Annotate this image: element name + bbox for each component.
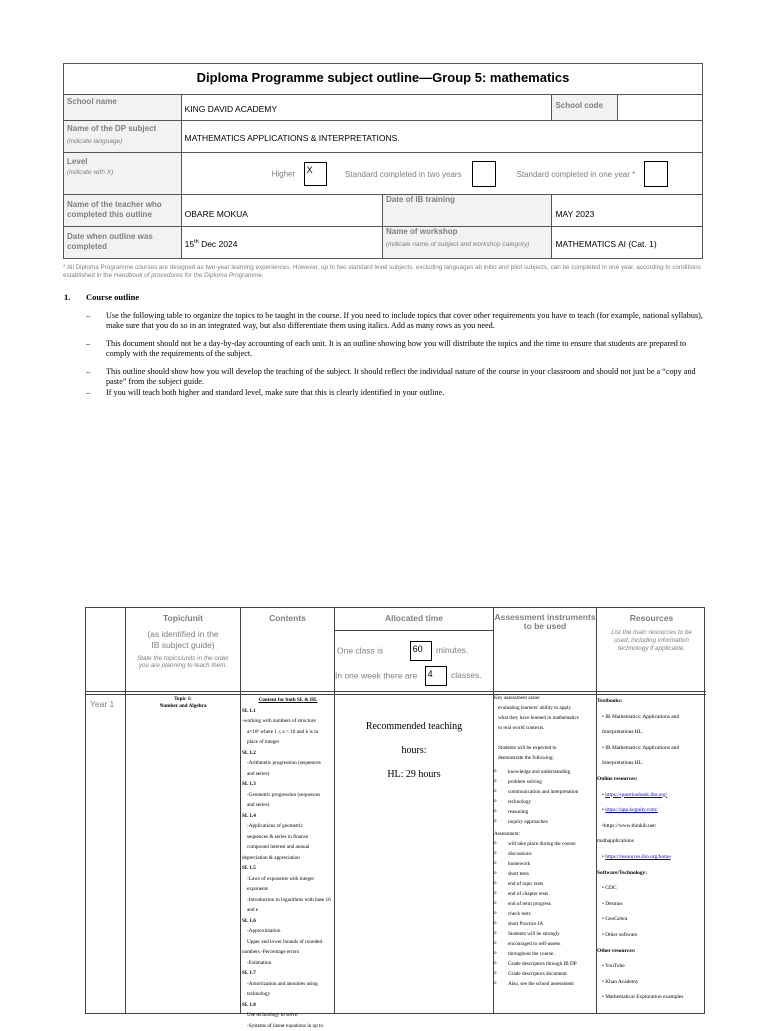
header-assessment (494, 613, 596, 631)
workshop-label-text: Name of workshop (386, 227, 458, 236)
resource-link-row: • https://app.kognity.com/ (597, 803, 706, 819)
table-divider (86, 691, 706, 692)
assessment-text (494, 733, 596, 743)
assessment-item: o encouraged to self-assess (494, 939, 596, 949)
assessment-skill-item: o inquiry approaches (494, 817, 596, 827)
date-rest: Dec 2024 (199, 239, 238, 249)
date-label: Date when outline was completed (64, 227, 181, 258)
assessment-skill-item: o knowledge and understanding (494, 767, 596, 777)
content-line: depreciation & appreciation (242, 853, 334, 864)
subject-label-text: Name of the DP subject (67, 124, 156, 133)
workshop-label-hint: (indicate name of subject and workshop category) (386, 240, 548, 250)
content-line: -Applications of geometric (242, 821, 334, 832)
footnote-end: . (262, 272, 264, 279)
classes-per-week-label: In one week there are (335, 670, 417, 680)
topic-number: Topic 1: (126, 696, 240, 703)
resource-software: • GDC (597, 881, 706, 897)
workshop-label (382, 227, 551, 258)
resource-other: • Mathematical Exploration examples (597, 990, 706, 1006)
content-line: -Geometric progression (sequences (242, 790, 334, 801)
level-label (64, 153, 181, 194)
header-assessment-title: Assessment instruments to be used (494, 612, 595, 631)
class-minutes-field[interactable]: 60 (410, 641, 432, 661)
classes-per-week-row (335, 666, 493, 686)
teacher-field[interactable]: OBARE MOKUA (181, 195, 382, 226)
instruction-text: If you will teach both higher and standard level, make sure that this is clearly identified in your outline. (106, 388, 444, 398)
header-time (335, 613, 493, 623)
assessment-item: o Grade descriptors document. (494, 969, 596, 979)
content-line: Upper and lower bounds of rounded (242, 937, 334, 948)
time-recommended: Recommended teaching (335, 715, 493, 739)
content-line: numbers -Percentage errors (242, 947, 334, 958)
school-name-label: School name (64, 95, 181, 120)
content-line: and series) (242, 800, 334, 811)
instruction-text: This outline should show how you will develop the teaching of the subject. It should reflect the individual nature of the course in your classroom and should not just be a “copy and paste” from the subject guide. (106, 367, 706, 387)
assessment-skill-item: o communication and interpretation (494, 787, 596, 797)
header-contents-title: Contents (269, 613, 306, 623)
document-title: Diploma Programme subject outline—Group 5: mathematics (64, 64, 702, 94)
subject-label-hint: (indicate language) (67, 137, 178, 147)
assessment-item: o end of topic tests (494, 879, 596, 889)
header-time-title: Allocated time (385, 613, 443, 623)
content-section-label: SL 1.2 (242, 748, 334, 759)
resource-textbook: Interpretations HL. (597, 725, 706, 741)
resource-other: • YouTube (597, 959, 706, 975)
content-section-label: SL 1.8 (242, 1000, 334, 1011)
level-sl-one-year-checkbox[interactable] (644, 161, 668, 187)
time-cell (335, 715, 493, 787)
resource-link-row: • https://resources.ibo.org/home (597, 850, 706, 866)
content-line: -Estimation (242, 958, 334, 969)
content-line: a×10ᵏ where 1 ≤ a < 10 and k is in (242, 727, 334, 738)
date-field[interactable] (181, 227, 382, 258)
header-topic-title: Topic/unit (163, 613, 203, 623)
resource-heading: Software/Technology: (597, 866, 706, 882)
resource-software: • Other software (597, 928, 706, 944)
assessment-item: o short Practice IA (494, 919, 596, 929)
resource-software: • Desmos (597, 897, 706, 913)
content-line: Use technology to solve: (242, 1010, 334, 1021)
content-section-label: SL 1.3 (242, 779, 334, 790)
content-line: -working with numbers of structure (242, 716, 334, 727)
content-line: place of integer (242, 737, 334, 748)
resources-cell (597, 694, 706, 1014)
resource-other: • Khan Academy (597, 975, 706, 991)
level-sl-two-years-checkbox[interactable] (472, 161, 496, 187)
teacher-label: Name of the teacher who completed this outline (64, 195, 181, 226)
resource-link-row: • https://questionbank.ibo.org/ (597, 788, 706, 804)
assessment-item: o discussions (494, 849, 596, 859)
resource-link[interactable]: https://questionbank.ibo.org/ (605, 792, 667, 798)
content-section-label: SL 1.6 (242, 916, 334, 927)
subject-field[interactable]: MATHEMATICS APPLICATIONS & INTERPRETATIONS. (181, 121, 702, 152)
content-line: -Systems of linear equations in up to (242, 1021, 334, 1031)
resource-link[interactable]: https://app.kognity.com/ (605, 807, 657, 813)
assessment-skill-item: o technology (494, 797, 596, 807)
resource-heading: Online resources: (597, 772, 706, 788)
date-day: 15 (185, 239, 194, 249)
content-line: and series) (242, 769, 334, 780)
level-label-hint: (indicate with X) (67, 168, 178, 178)
level-label-text: Level (67, 157, 87, 166)
date-suffix: th (194, 239, 199, 245)
instruction-text: This document should not be a day-by-day accounting of each unit. It is an outline showing how you will distribute the topics and the time to ensure that students are prepared to comply with the requirements of the subject. (106, 339, 706, 359)
level-sl-one-year-label: Standard completed in one year * (517, 170, 636, 179)
header-topic-sub: (as identified in the IB subject guide) (146, 629, 220, 651)
section-number: 1. (64, 292, 86, 302)
table-divider (334, 630, 493, 631)
time-hl: HL: 29 hours (335, 763, 493, 787)
content-line: sequences & series in finance (242, 832, 334, 843)
content-section-label: SL 1.7 (242, 968, 334, 979)
instruction-item: – This outline should show how you will develop the teaching of the subject. It should reflect the individual nature of the course in your classroom and should not just be a “copy and paste” from the subject guide. (86, 367, 706, 387)
level-options (181, 153, 702, 194)
school-code-field[interactable] (617, 95, 702, 120)
resource-textbook: • IB Mathematics: Applications and (597, 710, 706, 726)
assessment-text: demonstrate the following: (494, 753, 596, 763)
assessment-text: Students will be expected to (494, 743, 596, 753)
assessment-text: what they have learned in mathematics (494, 713, 596, 723)
content-line: technology (242, 989, 334, 1000)
assessment-cell (494, 693, 596, 1013)
content-line: -Arithmetic progression (sequences (242, 758, 334, 769)
assessment-label: Assessment: (494, 829, 596, 839)
assessment-text: evaluating learners' ability to apply (494, 703, 596, 713)
school-name-field[interactable]: KING DAVID ACADEMY (181, 95, 552, 120)
level-higher-label: Higher (272, 170, 296, 179)
topic-cell (126, 696, 240, 710)
content-line: -Approximation (242, 926, 334, 937)
training-label: Date of IB training (382, 195, 551, 226)
class-length-label: One class is (337, 645, 383, 655)
subject-outline-header-table (63, 63, 703, 259)
content-line: -Laws of exponents with integer exponents (242, 874, 334, 895)
topic-name: Number and Algebra (160, 703, 207, 709)
workshop-field[interactable]: MATHEMATICS AI (Cat. 1) (551, 227, 702, 258)
assessment-text: Key assessment areas: (494, 693, 596, 703)
assessment-item: o Also, see the school assessment (494, 979, 596, 989)
resource-textbook: Interpretations HL. (597, 756, 706, 772)
content-line: -Amortization and annuities using (242, 979, 334, 990)
resource-heading: Textbooks: (597, 694, 706, 710)
header-contents (241, 613, 334, 623)
resource-textbook: • IB Mathematics: Applications and (597, 741, 706, 757)
classes-label: classes. (451, 670, 482, 680)
instruction-item: – Use the following table to organize the topics to be taught in the course. If you need to include topics that cover other requirements you have to teach (for example, national syllabus), make sure that you do so in an integrated way, but also differentiate them using italics. Add as many rows as you need. (86, 311, 706, 331)
section-heading (64, 292, 139, 302)
minutes-label: minutes. (436, 645, 468, 655)
resource-link-tail: mathapplications (597, 834, 706, 850)
assessment-item: o end of chapter tests (494, 889, 596, 899)
header-resources (597, 613, 706, 653)
level-higher-checkbox[interactable]: X (304, 162, 327, 186)
resource-heading: Other resources: (597, 944, 706, 960)
header-resources-hint: List the main resources to be used, including information technology if applicable. (603, 629, 700, 653)
assessment-item: o short tests (494, 869, 596, 879)
assessment-item: o will take place during the course (494, 839, 596, 849)
assessment-text: to real world contexts. (494, 723, 596, 733)
assessment-item: o Students will be strongly (494, 929, 596, 939)
header-topic-hint: State the topics/units in the order you are planning to teach them. (132, 655, 234, 669)
level-sl-two-years-label: Standard completed in two years (345, 170, 462, 179)
content-line: compound interest and annual (242, 842, 334, 853)
section-title: Course outline (86, 292, 139, 302)
header-resources-title: Resources (630, 613, 673, 623)
contents-cell (241, 695, 334, 1013)
assessment-item: o Grade descriptors through IB DP (494, 959, 596, 969)
assessment-item: o check tests (494, 909, 596, 919)
training-field[interactable]: MAY 2023 (551, 195, 702, 226)
programme-footnote (63, 264, 703, 280)
subject-label (64, 121, 181, 152)
instruction-item: – If you will teach both higher and standard level, make sure that this is clearly identified in your outline. (86, 388, 706, 398)
assessment-item: o homework (494, 859, 596, 869)
assessment-skills-list (494, 767, 596, 827)
assessment-item: o throughout the course. (494, 949, 596, 959)
content-line: and e (242, 905, 334, 916)
header-topic (126, 613, 240, 669)
resource-software: • GeoGebra (597, 912, 706, 928)
course-outline-table (85, 607, 705, 1014)
resource-link[interactable]: https://www.thinkib.net/ (604, 823, 656, 829)
class-length-row (337, 641, 492, 661)
assessment-item: o end of term progress (494, 899, 596, 909)
time-hours-label: hours: (335, 739, 493, 763)
assessment-skill-item: o problem solving (494, 777, 596, 787)
resource-link-row: •https://www.thinkib.net/ (597, 819, 706, 835)
contents-heading: Content for both SL & HL (242, 695, 334, 706)
footnote-text: * All Diploma Programme courses are designed as two-year learning experiences. However, up to two standard level subjects, excluding languages ab initio and pilot subjects, can be completed in one year, according to conditions established in the (63, 264, 701, 279)
assessment-skill-item: o reasoning (494, 807, 596, 817)
classes-per-week-field[interactable]: 4 (425, 666, 447, 686)
instruction-item: – This document should not be a day-by-day accounting of each unit. It is an outline showing how you will distribute the topics and the time to ensure that students are prepared to comply with the requirements of the subject. (86, 339, 706, 359)
content-section-label: SL 1.4 (242, 811, 334, 822)
year-label: Year 1 (90, 699, 114, 709)
instruction-text: Use the following table to organize the topics to be taught in the course. If you need to include topics that cover other requirements you have to teach (for example, national syllabus), make sure that you do so in an integrated way, but also differentiate them using italics. Add as many rows as you need. (106, 311, 706, 331)
content-section-label: SL 1.1 (242, 706, 334, 717)
footnote-handbook: Handbook of procedures for the Diploma Programme (114, 272, 262, 279)
content-section-label: SL 1.5 (242, 863, 334, 874)
school-code-label: School code (551, 95, 617, 120)
content-line: -Introduction to logarithms with base 10 (242, 895, 334, 906)
resource-link[interactable]: https://resources.ibo.org/home (605, 854, 670, 860)
